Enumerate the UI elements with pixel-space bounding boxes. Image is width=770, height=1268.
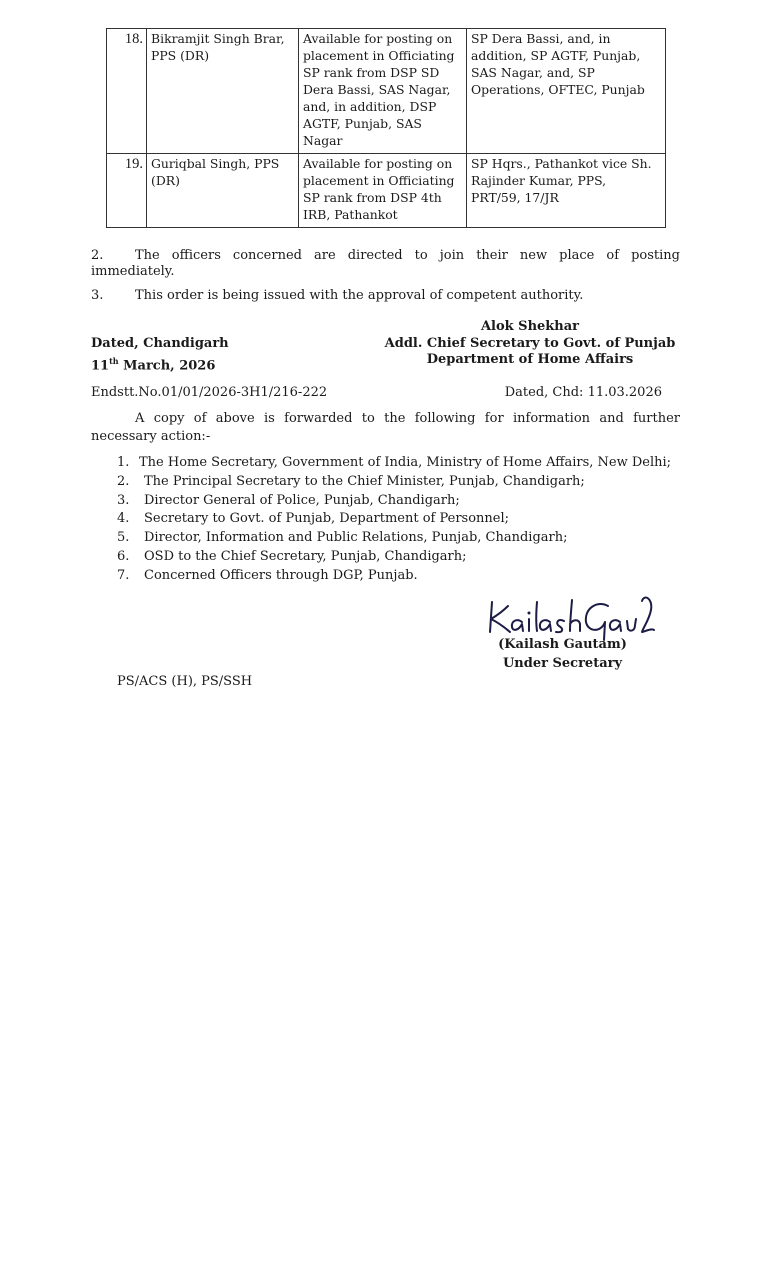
endorsement-date: Dated, Chd: 11.03.2026	[504, 385, 662, 400]
signatory-department: Department of Home Affairs	[426, 352, 634, 367]
list-item: 2. The Principal Secretary to the Chief Minister, Punjab, Chandigarh;	[117, 473, 585, 489]
signatory-name: Alok Shekhar	[480, 319, 580, 334]
posting-cell: SP Dera Bassi, and, in addition, SP AGTF, Punjab, SAS Nagar, and, SP Operations, OFTEC, Punjab	[467, 29, 666, 154]
copy-forward-text: A copy of above is forwarded to the following for information and further necessary action:-	[91, 411, 680, 444]
paragraph-2: 2. The officers concerned are directed to join their new place of posting immediately.	[91, 248, 680, 279]
list-item: 7. Concerned Officers through DGP, Punjab.	[117, 567, 418, 583]
list-item: 1. The Home Secretary, Government of India, Ministry of Home Affairs, New Delhi;	[117, 455, 672, 470]
issue-place: Dated, Chandigarh	[91, 336, 229, 351]
signatory-block	[380, 319, 680, 369]
officer-name-cell: Bikramjit Singh Brar, PPS (DR)	[147, 29, 299, 154]
under-secretary-title: Under Secretary	[502, 655, 623, 671]
serial-number-cell: 19.	[107, 154, 147, 228]
postings-table	[106, 28, 666, 228]
list-item: 5. Director, Information and Public Relations, Punjab, Chandigarh;	[117, 530, 568, 546]
signatory-designation: Addl. Chief Secretary to Govt. of Punjab	[384, 335, 676, 351]
under-secretary-block	[470, 636, 655, 673]
posting-cell: SP Hqrs., Pathankot vice Sh. Rajinder Kumar, PPS, PRT/59, 17/JR	[467, 154, 666, 228]
availability-cell: Available for posting on placement in Officiating SP rank from DSP 4th IRB, Pathankot	[299, 154, 467, 228]
serial-number-cell: 18.	[107, 29, 147, 154]
copy-to-note: PS/ACS (H), PS/SSH	[117, 674, 253, 689]
table-row	[107, 154, 666, 228]
table-row	[107, 29, 666, 154]
paragraph-3: 3. This order is being issued with the approval of competent authority.	[91, 288, 584, 303]
issue-date-block	[91, 336, 229, 374]
endorsement-number: Endstt.No.01/01/2026-3H1/216-222	[91, 385, 328, 400]
list-item: 4. Secretary to Govt. of Punjab, Department of Personnel;	[117, 511, 510, 527]
endorsement-line	[91, 385, 662, 401]
issue-date: 11th March, 2026	[91, 355, 216, 373]
list-item: 3. Director General of Police, Punjab, Chandigarh;	[117, 492, 460, 508]
availability-cell: Available for posting on placement in Officiating SP rank from DSP SD Dera Bassi, SAS Nagar, and, in addition, DSP AGTF, Punjab, SAS Nagar	[299, 29, 467, 154]
officer-name-cell: Guriqbal Singh, PPS (DR)	[147, 154, 299, 228]
list-item: 6. OSD to the Chief Secretary, Punjab, Chandigarh;	[117, 548, 467, 564]
under-secretary-name: (Kailash Gautam)	[498, 637, 627, 652]
distribution-list	[117, 454, 671, 586]
